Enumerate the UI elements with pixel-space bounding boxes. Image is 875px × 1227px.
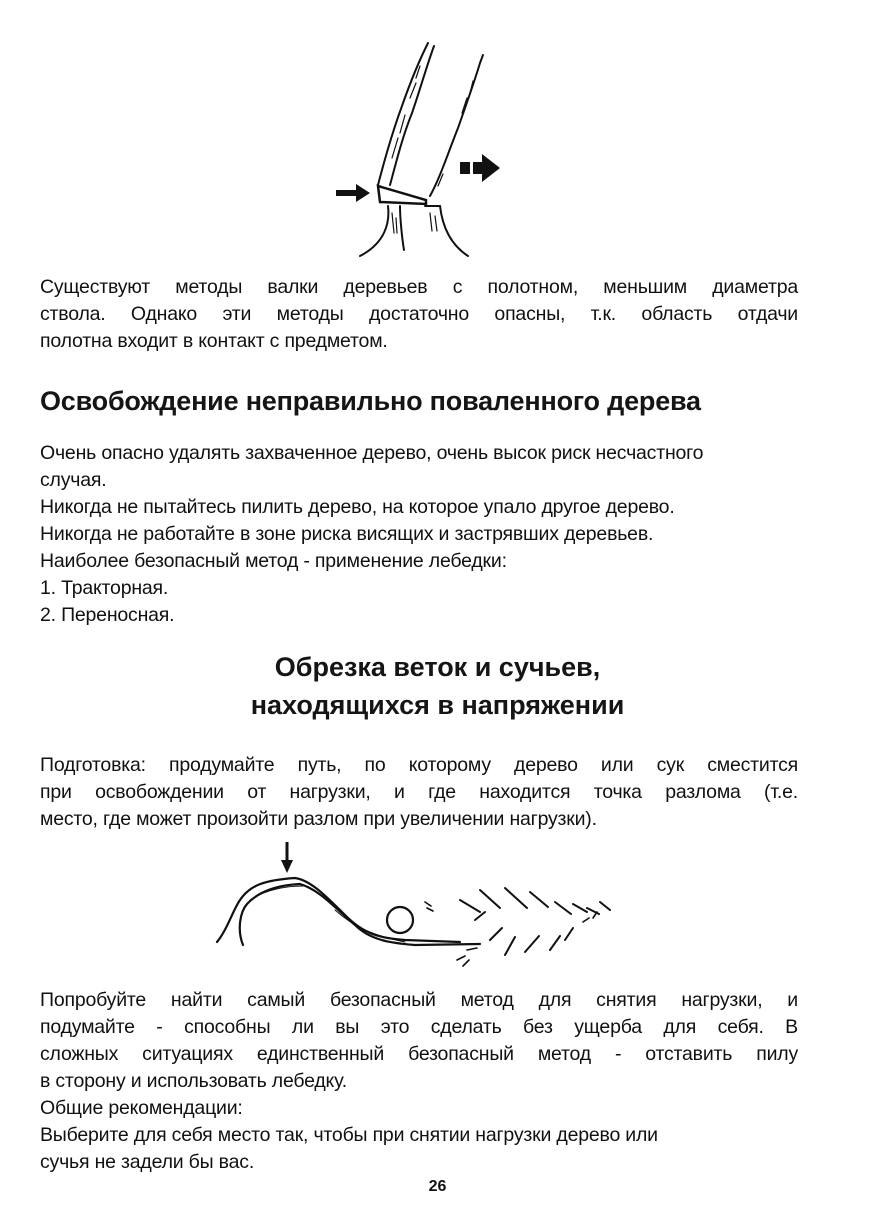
intro-line: Существуют методы валки деревьев с полотном, меньшим диаметра bbox=[40, 276, 798, 298]
section2-heading-line2: находящихся в напряжении bbox=[250, 690, 625, 720]
intro-paragraph bbox=[40, 274, 798, 355]
section1-line: Никогда не работайте в зоне риска висящих и застрявших деревьев. bbox=[40, 523, 654, 545]
intro-line: ствола. Однако эти методы достаточно опасны, т.к. область отдачи bbox=[40, 303, 798, 325]
page-number: 26 bbox=[428, 1178, 447, 1195]
list-item-portable-winch: 2. Переносная. bbox=[40, 604, 175, 626]
prep-line: Подготовка: продумайте путь, по которому дерево или сук сместится bbox=[40, 754, 798, 776]
prep-line: место, где может произойти разлом при увеличении нагрузки). bbox=[40, 808, 597, 830]
bent-trunk-under-tension-illustration bbox=[205, 840, 625, 980]
prep-line: при освобождении от нагрузки, и где находится точка разлома (т.е. bbox=[40, 781, 798, 803]
intro-line: полотна входит в контакт с предметом. bbox=[40, 330, 388, 352]
advice-line: сложных ситуациях единственный безопасный метод - отставить пилу bbox=[40, 1043, 798, 1065]
section1-heading: Освобождение неправильно поваленного дерева bbox=[40, 386, 701, 416]
section1-line: Никогда не пытайтесь пилить дерево, на которое упало другое дерево. bbox=[40, 496, 675, 518]
list-item-tractor-winch: 1. Тракторная. bbox=[40, 577, 169, 599]
section1-paragraph bbox=[40, 440, 798, 629]
general-recommendations-label: Общие рекомендации: bbox=[40, 1097, 243, 1119]
advice-line: подумайте - способны ли вы это сделать без ущерба для себя. В bbox=[40, 1016, 798, 1038]
advice-line: сучья не задели бы вас. bbox=[40, 1151, 255, 1173]
tree-felling-wedge-illustration bbox=[330, 38, 510, 263]
advice-line: в сторону и использовать лебедку. bbox=[40, 1070, 347, 1092]
advice-line: Попробуйте найти самый безопасный метод для снятия нагрузки, и bbox=[40, 989, 798, 1011]
preparation-paragraph bbox=[40, 752, 798, 833]
advice-line: Выберите для себя место так, чтобы при снятии нагрузки дерево или bbox=[40, 1124, 658, 1146]
section1-line: Наиболее безопасный метод - применение лебедки: bbox=[40, 550, 507, 572]
section1-line: Очень опасно удалять захваченное дерево, очень высок риск несчастного bbox=[40, 442, 704, 464]
advice-paragraph bbox=[40, 987, 798, 1176]
section2-heading-line1: Обрезка веток и сучьев, bbox=[274, 652, 601, 682]
section1-line: случая. bbox=[40, 469, 107, 491]
section2-heading bbox=[0, 648, 875, 724]
